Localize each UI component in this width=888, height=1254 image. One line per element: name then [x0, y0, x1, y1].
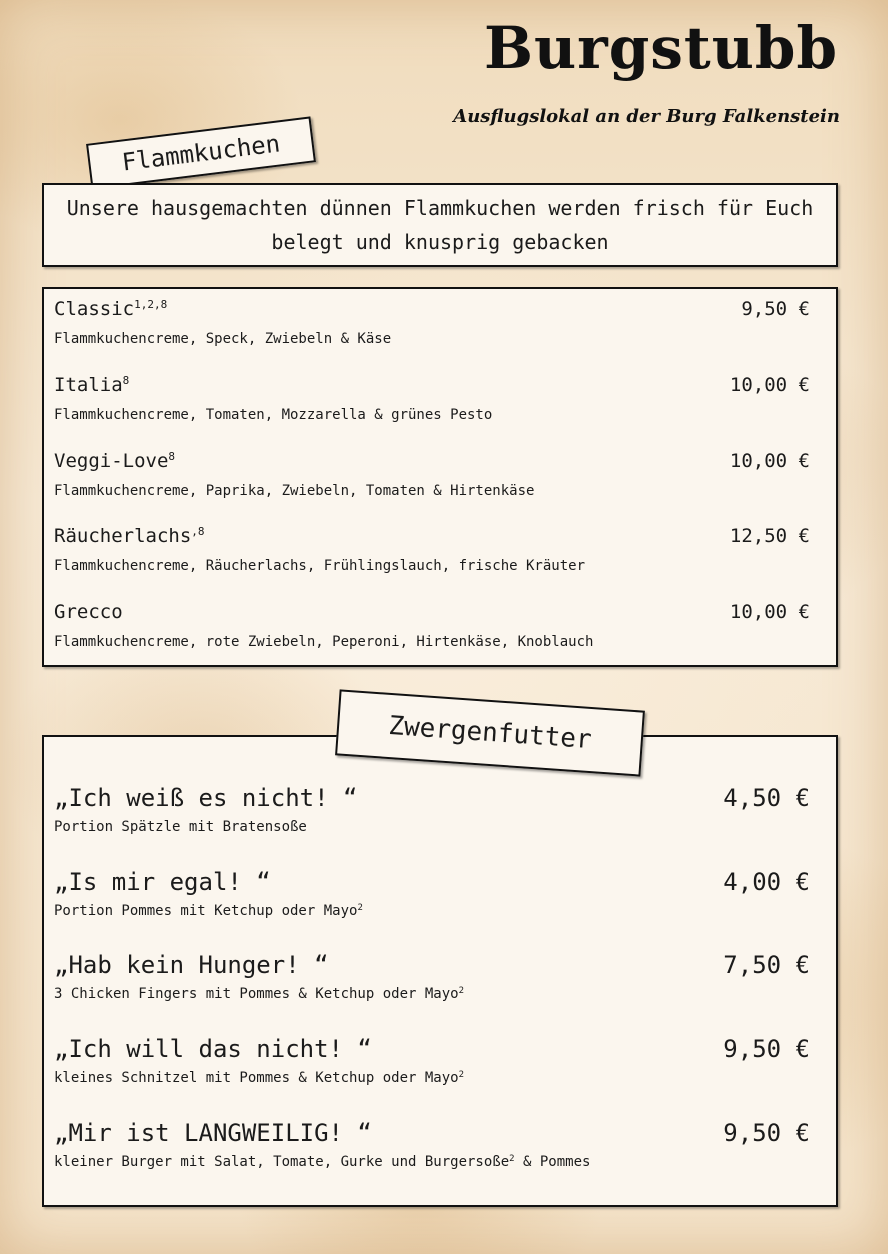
menu-item [54, 524, 810, 576]
menu-item [54, 373, 810, 425]
allergen-marks: 2 [458, 1070, 464, 1080]
item-name: Veggi-Love$^8$ [54, 450, 176, 472]
allergen-marks: 2 [357, 903, 363, 913]
allergen-marks: 8 [122, 374, 130, 387]
item-description: Portion Pommes mit Ketchup oder Mayo$^2$ [54, 903, 363, 919]
menu-item [54, 783, 810, 837]
item-description: Flammkuchencreme, rote Zwiebeln, Peperoni, Hirtenkäse, Knoblauch [54, 634, 594, 650]
item-description: 3 Chicken Fingers mit Pommes & Ketchup oder Mayo$^2$ [54, 986, 464, 1002]
item-description: Flammkuchencreme, Paprika, Zwiebeln, Tomaten & Hirtenkäse [54, 483, 535, 499]
allergen-marks: 8 [168, 450, 176, 463]
item-price: 9,50 € [723, 1119, 810, 1147]
section-tag-zwergenfutter: Zwergenfutter [335, 689, 645, 776]
item-description: kleines Schnitzel mit Pommes & Ketchup oder Mayo$^2$ [54, 1070, 464, 1086]
allergen-marks: 2 [458, 986, 464, 996]
flammkuchen-intro-box [42, 183, 838, 267]
item-price: 9,50 € [741, 298, 810, 320]
item-description: Flammkuchencreme, Räucherlachs, Frühlingslauch, frische Kräuter [54, 558, 586, 574]
item-name: Räucherlachs$^{,8}$ [54, 525, 205, 547]
item-name: Grecco [54, 601, 123, 623]
item-name: „Mir ist LANGWEILIG! “ [54, 1119, 372, 1147]
item-name: Classic$^{1,2,8}$ [54, 298, 168, 320]
menu-item [54, 449, 810, 501]
item-description: kleiner Burger mit Salat, Tomate, Gurke und Burgersoße$^2$ & Pommes [54, 1154, 591, 1170]
restaurant-name: Burgstubb [483, 14, 838, 82]
item-price: 12,50 € [729, 525, 810, 547]
menu-item [54, 867, 810, 921]
item-description: Flammkuchencreme, Tomaten, Mozzarella & grünes Pesto [54, 407, 493, 423]
allergen-marks: ,8 [191, 525, 205, 538]
menu-item [54, 297, 810, 349]
item-price: 10,00 € [729, 450, 810, 472]
item-name: „Hab kein Hunger! “ [54, 951, 329, 979]
item-price: 10,00 € [729, 374, 810, 396]
item-price: 4,50 € [723, 784, 810, 812]
flammkuchen-intro-text: Unsere hausgemachten dünnen Flammkuchen werden frisch für Euch belegt und knusprig gebacken [66, 196, 814, 254]
item-name: „Is mir egal! “ [54, 868, 271, 896]
restaurant-tagline: Ausflugslokal an der Burg Falkenstein [453, 106, 840, 127]
menu-item [54, 1118, 810, 1172]
item-name: Italia$^8$ [54, 374, 130, 396]
item-price: 9,50 € [723, 1035, 810, 1063]
menu-item [54, 950, 810, 1004]
zwergenfutter-menu-box [42, 735, 838, 1207]
menu-item [54, 600, 810, 652]
item-price: 7,50 € [723, 951, 810, 979]
item-name: „Ich will das nicht! “ [54, 1035, 372, 1063]
item-description: Portion Spätzle mit Bratensoße [54, 819, 307, 835]
flammkuchen-menu-box [42, 287, 838, 667]
item-price: 4,00 € [723, 868, 810, 896]
menu-item [54, 1034, 810, 1088]
allergen-marks: 1,2,8 [134, 298, 168, 311]
allergen-marks: 2 [509, 1154, 515, 1164]
item-price: 10,00 € [729, 601, 810, 623]
item-name: „Ich weiß es nicht! “ [54, 784, 358, 812]
item-description: Flammkuchencreme, Speck, Zwiebeln & Käse [54, 331, 392, 347]
section-tag-flammkuchen: Flammkuchen [86, 116, 316, 189]
